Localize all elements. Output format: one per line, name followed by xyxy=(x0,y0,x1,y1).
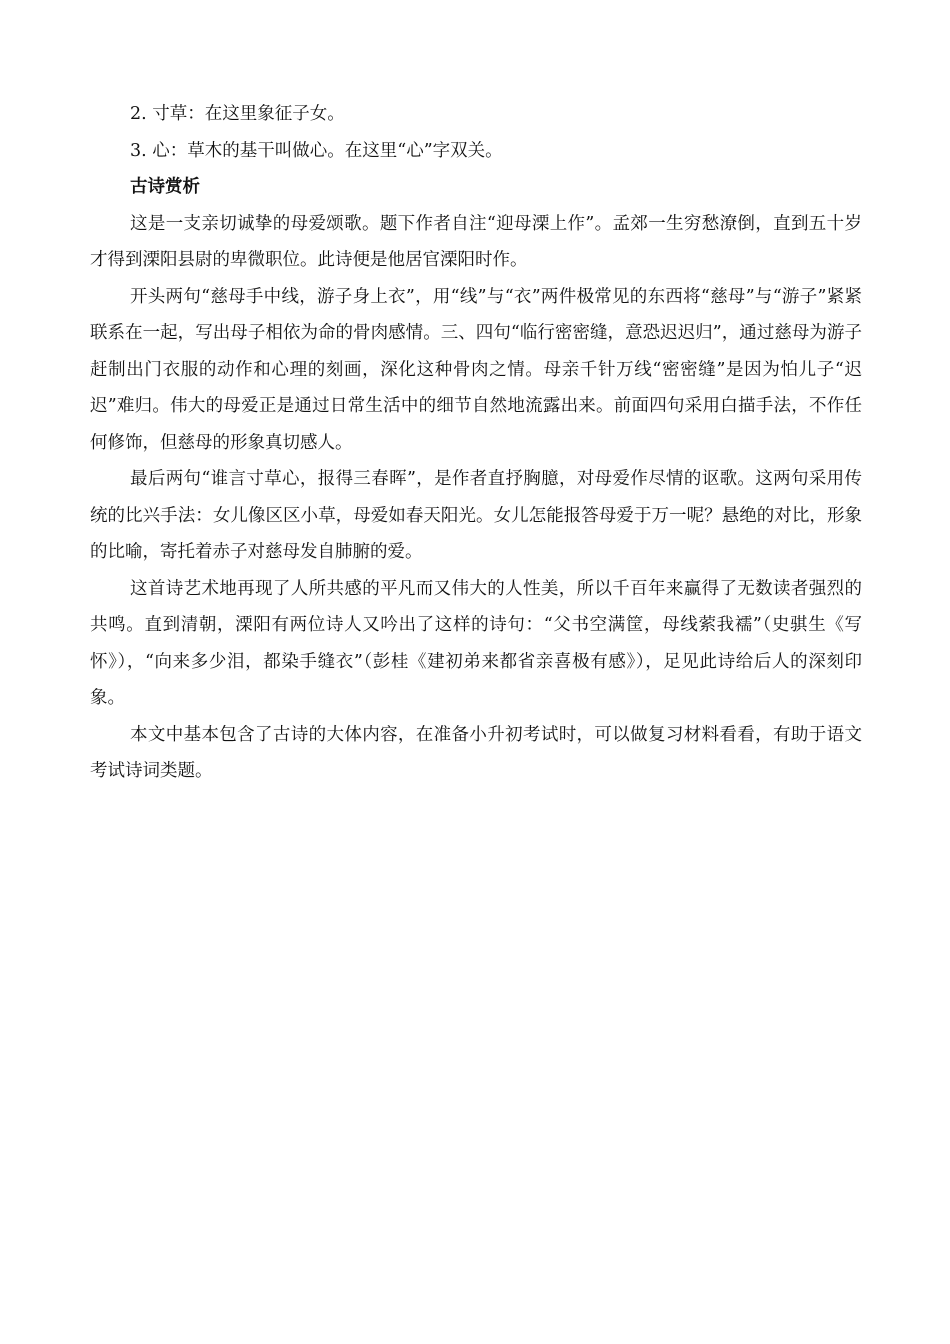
note-item-2: 2. 寸草：在这里象征子女。 xyxy=(130,104,345,124)
document-body xyxy=(90,96,862,790)
paragraph-influence: 这首诗艺术地再现了人所共感的平凡而又伟大的人性美，所以千百年来赢得了无数读者强烈的共鸣。直到清朝，溧阳有两位诗人又吟出了这样的诗句：“父书空满筐，母线萦我襦”（史骐生《写怀》），“向来多少泪，都染手缝衣”（彭桂《建初弟来都省亲喜极有感》），足见此诗给后人的深刻印象。 xyxy=(90,578,862,708)
section-heading: 古诗赏析 xyxy=(130,177,200,197)
paragraph-intro: 这是一支亲切诚挚的母爱颂歌。题下作者自注“迎母溧上作”。孟郊一生穷愁潦倒，直到五十岁才得到溧阳县尉的卑微职位。此诗便是他居官溧阳时作。 xyxy=(90,213,862,270)
paragraph-closing-lines: 最后两句“谁言寸草心，报得三春晖”，是作者直抒胸臆，对母爱作尽情的讴歌。这两句采用传统的比兴手法：女儿像区区小草，母爱如春天阳光。女儿怎能报答母爱于万一呢？悬绝的对比，形象的比喻，寄托着赤子对慈母发自肺腑的爱。 xyxy=(90,469,862,562)
paragraph-study-note: 本文中基本包含了古诗的大体内容，在准备小升初考试时，可以做复习材料看看，有助于语文考试诗词类题。 xyxy=(90,724,862,781)
note-item-3: 3. 心：草木的基干叫做心。在这里“心”字双关。 xyxy=(130,140,503,161)
paragraph-opening-lines: 开头两句“慈母手中线，游子身上衣”，用“线”与“衣”两件极常见的东西将“慈母”与“游子”紧紧联系在一起，写出母子相依为命的骨肉感情。三、四句“临行密密缝，意恐迟迟归”，通过慈母为游子赶制出门衣服的动作和心理的刻画，深化这种骨肉之情。母亲千针万线“密密缝”是因为怕儿子“迟迟”难归。伟大的母爱正是通过日常生活中的细节自然地流露出来。前面四句采用白描手法，不作任何修饰，但慈母的形象真切感人。 xyxy=(90,286,862,453)
